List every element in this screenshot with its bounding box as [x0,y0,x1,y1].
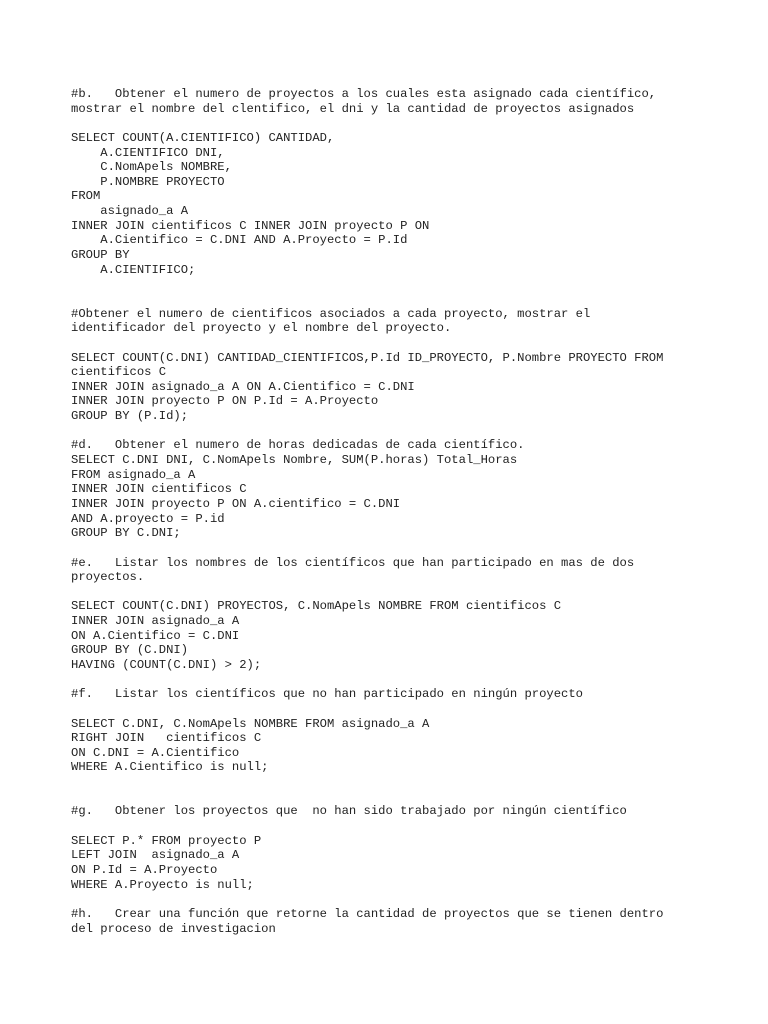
text-line: ON A.Cientifico = C.DNI [71,628,240,643]
text-line: GROUP BY C.DNI; [71,526,181,541]
text-line: proyectos. [71,570,145,585]
text-line: INNER JOIN asignado_a A [71,614,240,629]
text-line: mostrar el nombre del clentifico, el dni y la cantidad de proyectos asignados [71,101,635,116]
document-body [71,87,751,936]
text-line: FROM asignado_a A [71,467,196,482]
text-line [71,702,751,717]
text-line: #b. Obtener el numero de proyectos a los cuales esta asignado cada científico, [71,87,657,101]
text-line: INNER JOIN cientificos C INNER JOIN proyecto P ON [71,218,430,233]
text-line [71,790,751,805]
text-line [71,292,751,307]
text-line: HAVING (COUNT(C.DNI) > 2); [71,657,262,672]
text-line: SELECT P.* FROM proyecto P [71,833,262,848]
text-line: P.NOMBRE PROYECTO [71,174,225,189]
text-line [71,424,751,439]
text-line [71,116,751,131]
text-line: GROUP BY (P.Id); [71,409,189,424]
text-line: AND A.proyecto = P.id [71,511,225,526]
text-line: del proceso de investigacion [71,921,276,936]
text-line: SELECT COUNT(C.DNI) PROYECTOS, C.NomApels NOMBRE FROM cientificos C [71,599,562,614]
text-line: ON C.DNI = A.Cientifico [71,745,240,760]
text-line: WHERE A.Cientifico is null; [71,760,269,775]
text-line: GROUP BY (C.DNI) [71,643,189,658]
text-line: FROM [71,189,101,204]
text-line: #Obtener el numero de cientificos asociados a cada proyecto, mostrar el [71,306,591,321]
text-line [71,775,751,790]
text-line: INNER JOIN proyecto P ON A.cientifico = C.DNI [71,496,401,511]
text-line: A.Cientifico = C.DNI AND A.Proyecto = P.Id [71,233,408,248]
text-line: INNER JOIN asignado_a A ON A.Cientifico = C.DNI [71,379,415,394]
text-line: ON P.Id = A.Proyecto [71,862,218,877]
text-line: #g. Obtener los proyectos que no han sido trabajado por ningún científico [71,804,627,819]
text-line [71,819,751,834]
text-line: INNER JOIN proyecto P ON P.Id = A.Proyecto [71,394,379,409]
text-line: #d. Obtener el numero de horas dedicadas de cada científico. [71,438,525,453]
text-line [71,892,751,907]
text-line [71,277,751,292]
text-line: cientificos C [71,365,167,380]
text-line: #f. Listar los científicos que no han participado en ningún proyecto [71,687,583,702]
text-line: identificador del proyecto y el nombre del proyecto. [71,321,452,336]
text-line [71,541,751,556]
text-line [71,673,751,688]
text-line: RIGHT JOIN cientificos C [71,731,262,746]
text-line: SELECT C.DNI DNI, C.NomApels Nombre, SUM(P.horas) Total_Horas [71,453,518,468]
text-line: SELECT COUNT(C.DNI) CANTIDAD_CIENTIFICOS,P.Id ID_PROYECTO, P.Nombre PROYECTO FROM [71,350,664,365]
text-line: INNER JOIN cientificos C [71,482,247,497]
text-line: asignado_a A [71,204,189,219]
text-line: LEFT JOIN asignado_a A [71,848,240,863]
text-line: A.CIENTIFICO DNI, [71,145,225,160]
text-line [71,336,751,351]
text-line [71,585,751,600]
text-line: WHERE A.Proyecto is null; [71,877,254,892]
text-line: #h. Crear una función que retorne la cantidad de proyectos que se tienen dentro [71,906,664,921]
text-line: #e. Listar los nombres de los científicos que han participado en mas de dos [71,555,635,570]
text-line: A.CIENTIFICO; [71,262,196,277]
text-line: SELECT COUNT(A.CIENTIFICO) CANTIDAD, [71,130,335,145]
text-line: C.NomApels NOMBRE, [71,160,232,175]
text-line: SELECT C.DNI, C.NomApels NOMBRE FROM asignado_a A [71,716,430,731]
text-line: GROUP BY [71,248,130,263]
